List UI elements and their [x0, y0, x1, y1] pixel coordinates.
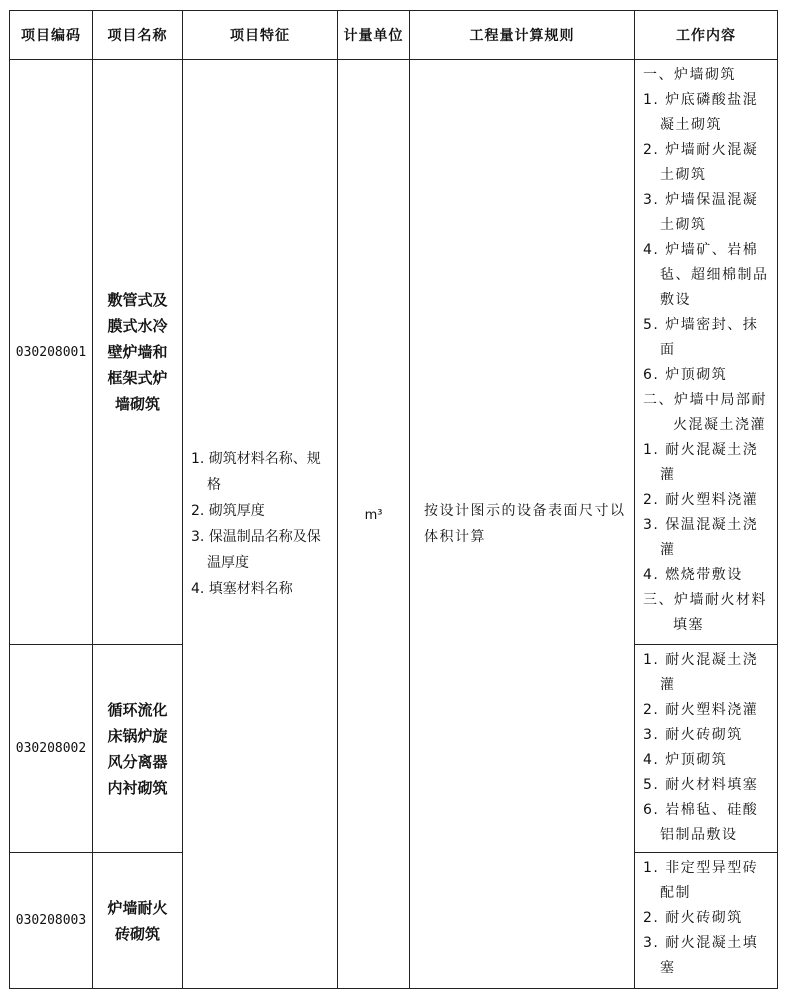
- unit-cell: [338, 60, 410, 989]
- item-name-line: 炉墙耐火: [107, 898, 168, 917]
- item-name: [93, 645, 183, 853]
- work-item: 2. 耐火塑料浇灌: [643, 492, 759, 508]
- work-item: 二、炉墙中局部耐火混凝土浇灌: [643, 392, 767, 433]
- item-name-line: 砖砌筑: [114, 924, 160, 943]
- work-item: 1. 炉底磷酸盐混凝土砌筑: [643, 92, 759, 133]
- feature-item: 2. 砌筑厚度: [191, 503, 265, 519]
- work-item: 6. 炉顶砌筑: [643, 367, 728, 383]
- work-item: 4. 燃烧带敷设: [643, 567, 743, 583]
- work-item: 5. 耐火材料填塞: [643, 777, 759, 793]
- work-content: [635, 645, 778, 853]
- table-row: [10, 60, 778, 645]
- work-item: 2. 炉墙耐火混凝土砌筑: [643, 142, 759, 183]
- work-item: 4. 炉顶砌筑: [643, 752, 728, 768]
- work-item: 2. 耐火砖砌筑: [643, 910, 743, 926]
- item-name-line: 敷管式及: [107, 291, 168, 309]
- work-item: 1. 耐火混凝土浇灌: [643, 442, 759, 483]
- feature-item: 1. 砌筑材料名称、规格: [191, 451, 321, 493]
- work-item: 3. 耐火砖砌筑: [643, 727, 743, 743]
- work-content: [635, 853, 778, 989]
- calc-rule: 按设计图示的设备表面尺寸以体积计算: [410, 60, 635, 989]
- item-code: 030208003: [10, 853, 93, 989]
- item-code: 030208002: [10, 645, 93, 853]
- unit-value: m³: [364, 507, 383, 523]
- work-item: 3. 炉墙保温混凝土砌筑: [643, 192, 759, 233]
- work-item: 一、炉墙砌筑: [643, 67, 736, 83]
- work-item: 三、炉墙耐火材料填塞: [643, 592, 767, 633]
- bill-of-quantities-table: [9, 10, 778, 989]
- item-name-line: 床锅炉旋: [107, 726, 168, 745]
- work-item: 1. 非定型异型砖配制: [643, 860, 759, 901]
- header-item-name: 项目名称: [93, 11, 183, 60]
- work-item: 2. 耐火塑料浇灌: [643, 702, 759, 718]
- item-name-line: 框架式炉: [107, 369, 168, 387]
- work-item: 6. 岩棉毡、硅酸铝制品敷设: [643, 802, 759, 843]
- header-item-features: 项目特征: [183, 11, 338, 60]
- header-row: [10, 11, 778, 60]
- item-name-line: 壁炉墙和: [107, 343, 168, 361]
- item-name-line: 内衬砌筑: [107, 778, 168, 797]
- item-name: [93, 853, 183, 989]
- item-name-line: 风分离器: [107, 752, 168, 771]
- header-unit: 计量单位: [338, 11, 410, 60]
- work-item: 4. 炉墙矿、岩棉毡、超细棉制品敷设: [643, 242, 769, 308]
- header-work-content: 工作内容: [635, 11, 778, 60]
- work-item: 5. 炉墙密封、抹面: [643, 317, 759, 358]
- feature-item: 3. 保温制品名称及保温厚度: [191, 529, 321, 571]
- work-item: 1. 耐火混凝土浇灌: [643, 652, 759, 693]
- header-item-code: 项目编码: [10, 11, 93, 60]
- item-name: [93, 60, 183, 645]
- work-content: [635, 60, 778, 645]
- item-name-line: 墙砌筑: [114, 395, 160, 413]
- work-item: 3. 耐火混凝土填塞: [643, 935, 759, 976]
- item-name-line: 膜式水冷: [107, 317, 168, 335]
- item-code: 030208001: [10, 60, 93, 645]
- item-features: [183, 60, 338, 989]
- item-name-line: 循环流化: [107, 700, 168, 719]
- feature-item: 4. 填塞材料名称: [191, 581, 293, 597]
- work-item: 3. 保温混凝土浇灌: [643, 517, 759, 558]
- header-calc-rule: 工程量计算规则: [410, 11, 635, 60]
